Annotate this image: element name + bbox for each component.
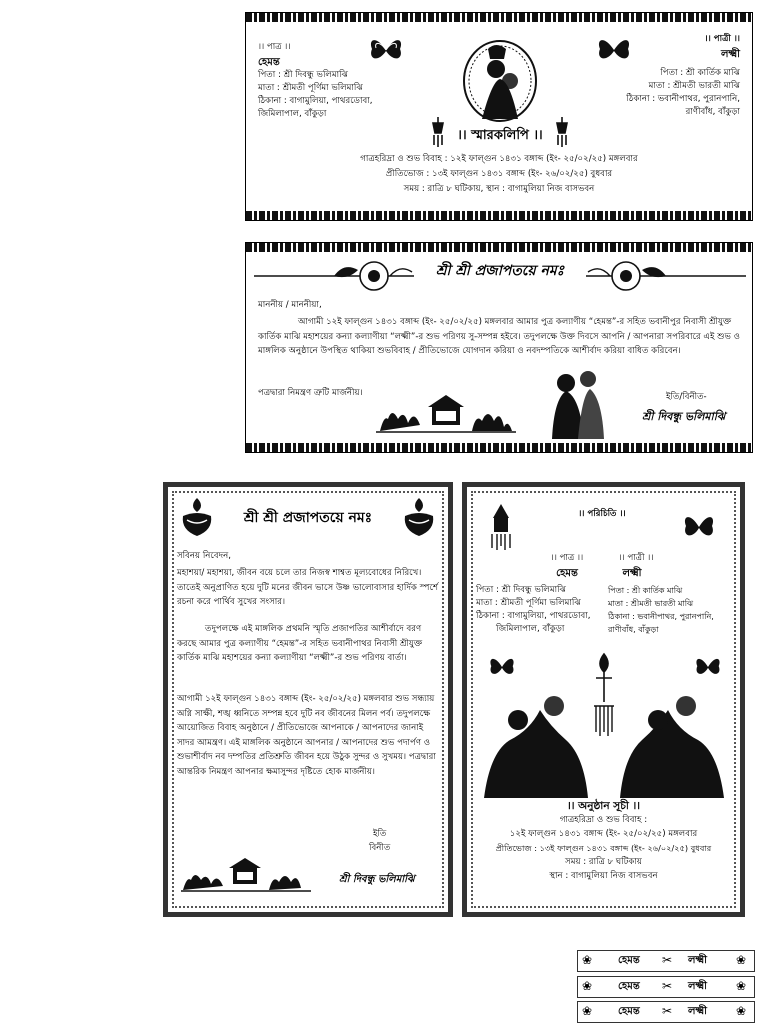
salutation: মাননীয় / মাননীয়া, (258, 300, 322, 310)
scissors-icon: ✂ (662, 979, 673, 993)
bride-address-line1: ঠিকানা : ভবানীপাথর, পুরানপানি, (626, 94, 740, 104)
binito-label: বিনীত (369, 843, 391, 853)
groom-tag: ।। পাত্র ।। (550, 553, 584, 563)
kalash-icon: ❀ (736, 1004, 747, 1018)
invitation-body: আগামী ১২ই ফাল্গুন ১৪৩১ বঙ্গাব্দ (ইং- ২৫/০২/২৫) মঙ্গলবার আমার পুত্র কল্যাণীয় “হেমন্ত”-র সহিত ভবানীপুর নিবাসী শ্রীযুক্ত কার্তিক মাঝি মহাশয়ের কন্যা কল্যাণীয়া “লক্ষ্মী”-র শুভ পরিণয় সু-সম্পন্ন হইবে। তদুপলক্ষে উক্ত দিবসে আপনি / আপনারা সপরিবারে এই শুভ ও মাঙ্গলিক অনুষ্ঠানে উপস্থিত থাকিয়া শুভবিবাহ / প্রীতিভোজে যোগদান করিয়া ও নবদম্পতিকে আশীর্বাদ করিয়া বাধিত করিবেন। (258, 317, 741, 356)
introduction-heading: ।। পরিচিতি ।। (578, 509, 626, 519)
wedding-procession-icon (181, 854, 311, 892)
letter-paragraph-1: মহাশয়া/ মহাশয়া, জীবন বয়ে চলে তার নিজস্ব শাশ্বত মূল্যবোধের নিরিখে। তাতেই অনুপ্রাণিত হয়ে দুটি মনের জীবন ভাসে উষ্ণ ভালোবাসার হার্দিক স্পর্শে রচনা করে পার্থিব সুখের সংসার। (177, 568, 439, 607)
schedule-heading: ।। অনুষ্ঠান সূচী ।। (566, 800, 641, 812)
bride-mother: মাতা : শ্রীমতী ভারতী মাঝি (648, 81, 740, 91)
letter-paragraph-3: আগামী ১২ই ফাল্গুন ১৪৩১ বঙ্গাব্দ (ইং- ২৫/০২/২৫) মঙ্গলবার শুভ সন্ধ্যায় অগ্নি সাক্ষী, শঙ্খ ধ্বনিতে সম্পন্ন হবে দুটি নব জীবনের মিলন পর্ব। তদুপলক্ষে আয়োজিত বিবাহ অনুষ্ঠানে / প্রীতিভোজে আপনাকে / আপনাদের জানাই সাদর আমন্ত্রণ। এই মাঙ্গলিক অনুষ্ঠানে আপনার / আপনাদের শুভ পদার্পণ ও শুভাশীর্বাদ নব দম্পতির প্রতিশ্রুতি জীবন হয়ে উঠুক সুন্দর ও সুখময়। পত্রদ্বারা আন্তরিক নিমন্ত্রণ আপনার ক্ষমাসুন্দর দৃষ্টিতে হোক মার্জনীয়। (177, 694, 436, 777)
schedule-time: সময় : রাত্রি ৮ ঘটিকায় (565, 857, 642, 867)
bride-groom-portrait-icon (460, 29, 540, 125)
memo-card (245, 12, 753, 221)
bride-address-line2: রাণীবাঁধ, বাঁকুড়া (685, 107, 740, 117)
bride-name: লক্ষ্মী (622, 568, 642, 579)
invitation-letter-card (245, 242, 753, 453)
schedule-event-label: গাত্রহরিদ্রা ও শুভ বিবাহ : (559, 815, 648, 825)
bride-mother: মাতা : শ্রীমতী ভারতী মাঝি (608, 599, 694, 608)
groom-name: হেমন্ত (258, 57, 280, 68)
prajapati-banner: শ্রী শ্রী প্রজাপতয়ে নমঃ (243, 510, 373, 526)
groom-tag: ।। পাত্র ।। (258, 42, 291, 52)
bride-name: লক্ষ্মী (721, 49, 740, 60)
bride-address-line1: ঠিকানা : ভবানীপাথর, পুরানপানি, (608, 612, 714, 621)
butterfly-icon (596, 35, 632, 65)
groom-mother: মাতা : শ্রীমতী পূর্ণিমা ভলিমাঝি (476, 598, 581, 608)
groom-father: পিতা : শ্রী দিবন্ধু ভলিমাঝি (258, 70, 349, 80)
iti-label: ইতি (373, 829, 387, 839)
schedule-line-time-venue: সময় : রাত্রি ৮ ঘটিকায়, স্থান : বাগামুলিয়া নিজ বাসভবন (403, 184, 595, 194)
memo-title: ।। স্মারকলিপি ।। (457, 128, 543, 143)
salutation: সবিনয় নিবেদন, (177, 551, 232, 561)
groom-name: হেমন্ত (556, 568, 578, 579)
label-bride-name: লক্ষ্মী (688, 955, 707, 966)
label-groom-name: হেমন্ত (618, 981, 640, 992)
butterfly-icon (368, 35, 404, 65)
kalash-icon: ❀ (736, 979, 747, 993)
groom-address-line1: ঠিকানা : বাগামুলিয়া, পাথরডোবা, (258, 96, 373, 106)
signature: শ্রী দিবন্ধু ভলিমাঝি (339, 874, 415, 885)
groom-address-line2: জিমিলাপাল, বাঁকুড়া (496, 624, 565, 634)
sign-label: ইতি/বিনীত- (666, 392, 707, 402)
schedule-line-reception: প্রীতিভোজ : ১৩ই ফাল্গুন ১৪৩১ বঙ্গাব্দ (ইং- ২৬/০২/২৫) বুধবার (385, 169, 613, 179)
scissors-icon: ✂ (662, 953, 673, 967)
label-groom-name: হেমন্ত (618, 955, 640, 966)
kalash-icon: ❀ (582, 953, 593, 967)
name-label-strip (577, 976, 755, 998)
groom-mother: মাতা : শ্রীমতী পূর্ণিমা ভলিমাঝি (258, 83, 363, 93)
bride-address-line2: রাণীবাঁধ, বাঁকুড়া (608, 625, 659, 634)
groom-father: পিতা : শ্রী দিবন্ধু ভলিমাঝি (476, 585, 567, 595)
couple-figure-icon (542, 369, 614, 439)
temple-ornament-icon (488, 504, 514, 550)
decorative-border-top (246, 243, 752, 252)
letter-paragraph-2: তদুপলক্ষে এই মাঙ্গলিক প্রথমনি স্মৃতি প্রজাপতির আশীর্বাদে বরণ করছে আমার পুত্র কল্যাণীয় “হেমন্ত”-র সহিত ভবানীপাথর নিবাসী শ্রীযুক্ত কার্তিক মাঝি মহাশয়ের কন্যা কল্যাণীয়া “লক্ষ্মী”-র শুভ পরিণয় বার্তা। (177, 624, 423, 663)
bell-ornament-icon (554, 117, 570, 147)
decorative-border-bottom (246, 443, 752, 452)
prajapati-banner: শ্রী শ্রী প্রজাপতয়ে নমঃ (435, 263, 565, 279)
name-label-strip (577, 950, 755, 972)
butterfly-icon (682, 512, 716, 542)
schedule-venue: স্থান : বাগামুলিয়া নিজ বাসভবন (549, 871, 658, 881)
label-bride-name: লক্ষ্মী (688, 981, 707, 992)
couple-ritual-icon (478, 648, 730, 798)
decorative-border-bottom (246, 211, 752, 220)
schedule-line-wedding: গাত্রহরিদ্রা ও শুভ বিবাহ : ১২ই ফাল্গুন ১৪৩১ বঙ্গাব্দ (ইং- ২৫/০২/২৫) মঙ্গলবার (360, 154, 638, 164)
schedule-reception-date: প্রীতিভোজ : ১৩ই ফাল্গুন ১৪৩১ বঙ্গাব্দ (ইং- ২৬/০২/২৫) বুধবার (495, 843, 712, 853)
flower-ornament-icon (586, 259, 746, 293)
label-groom-name: হেমন্ত (618, 1006, 640, 1017)
kalash-icon: ❀ (582, 979, 593, 993)
schedule-wedding-date: ১২ই ফাল্গুন ১৪৩১ বঙ্গাব্দ (ইং- ২৫/০২/২৫) মঙ্গলবার (509, 829, 698, 839)
wedding-procession-icon (376, 391, 516, 433)
groom-address-line2: জিমিলাপাল, বাঁকুড়া (258, 109, 327, 119)
signature: শ্রী দিবন্ধু ভলিমাঝি (642, 410, 726, 423)
kalash-icon: ❀ (582, 1004, 593, 1018)
label-bride-name: লক্ষ্মী (688, 1006, 707, 1017)
decorative-border-top (246, 13, 752, 22)
kalash-icon (177, 496, 217, 538)
bride-father: পিতা : শ্রী কার্তিক মাঝি (608, 586, 683, 595)
closing-note: পত্রদ্বারা নিমন্ত্রণ ত্রুটি মার্জনীয়। (258, 388, 363, 398)
flower-ornament-icon (254, 259, 414, 293)
groom-address-line1: ঠিকানা : বাগামুলিয়া, পাথরডোবা, (476, 611, 591, 621)
bride-father: পিতা : শ্রী কার্তিক মাঝি (660, 68, 740, 78)
introduction-fold-card (462, 482, 745, 917)
name-label-strip (577, 1001, 755, 1023)
bride-tag: ।। পাত্রী ।। (704, 34, 740, 44)
bride-tag: ।। পাত্রী ।। (618, 553, 654, 563)
kalash-icon (399, 496, 439, 538)
letter-fold-card (163, 482, 453, 917)
kalash-icon: ❀ (736, 953, 747, 967)
scissors-icon: ✂ (662, 1004, 673, 1018)
